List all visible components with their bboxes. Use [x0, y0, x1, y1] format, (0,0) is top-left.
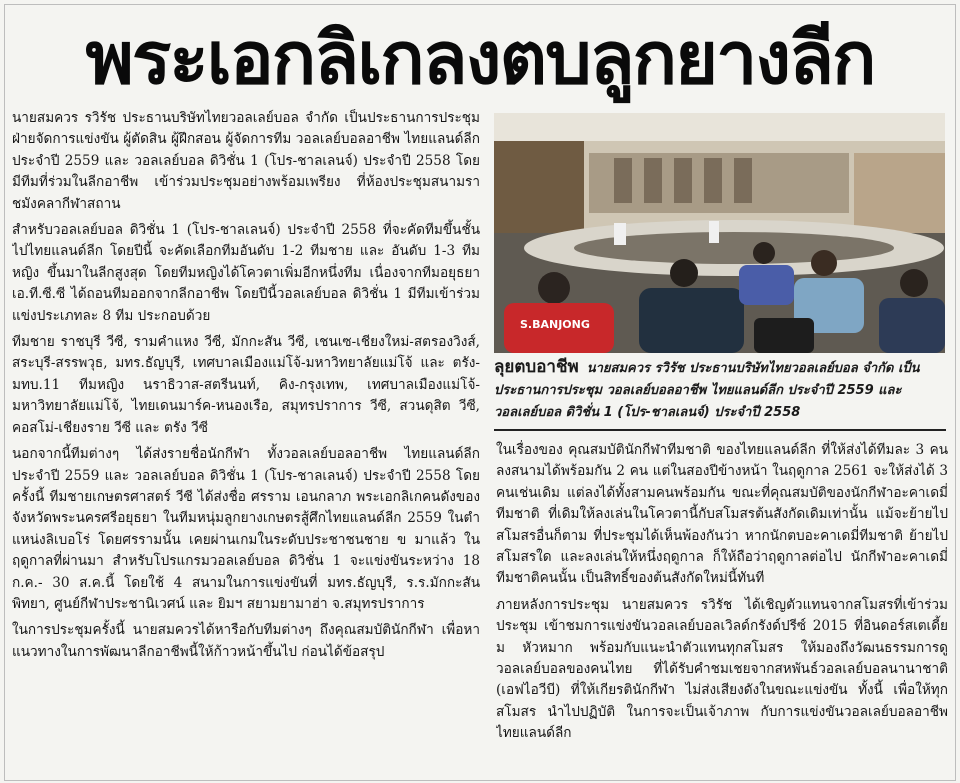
paragraph: สำหรับวอลเลย์บอล ดิวิชั่น 1 (โปร-ชาลเลนจ์) ประจำปี 2558 ที่จะคัดทีมขึ้นชั้นไปไทยแลนด์ลีก โดยปีนี้ จะคัดเลือกทีมอันดับ 1-2 ทีมชาย และ อันดับ 1-3 ทีมหญิง ขึ้นมาในลีกสูงสุด โดยทีมหญิงได้โควตาเพิ่มอีกหนึ่งทีม เนื่องจากทีมอยุธยา เอ.ที.ซี.ซี ได้ถอนทีมออกจากลีกอาชีพ โดยปีนี้วอลเลย์บอล ดิวิชั่น 1 มีทีมเข้าร่วมแข่งประเภทละ 8 ทีม ประกอบด้วย — [12, 222, 480, 324]
paragraph: นายสมควร รวิรัช ประธานบริษัทไทยวอลเลย์บอล จำกัด เป็นประธานการประชุม ฝ่ายจัดการแข่งขัน ผู้ตัดสิน ผู้ฝึกสอน ผู้จัดการทีม วอลเลย์บอลอาชีพ ไทยแลนด์ลีก ประจำปี 2559 และ วอลเลย์บอล ดิวิชั่น 1 (โปร-ชาลเลนจ์) ประจำปี 2558 โดยมีทีมที่ร่วมในลีกอาชีพ เข้าร่วมประชุมอย่างพร้อมเพรียง ที่ห้องประชุมสนามราชมังคลากีฬาสถาน — [12, 110, 480, 212]
caption-divider — [494, 429, 946, 431]
right-column — [496, 440, 948, 774]
meeting-photo — [494, 113, 945, 353]
left-column — [12, 108, 480, 774]
paragraph: ในเรื่องของ คุณสมบัตินักกีฬาทีมชาติ ของไทยแลนด์ลีก ที่ให้ส่งได้ทีมละ 3 คน ลงสนามได้พร้อมกัน 2 คน แต่ในสองปีข้างหน้า ในฤดูกาล 2561 จะให้ส่งได้ 3 คนเช่นเดิม แต่ลงได้ทั้งสามคนพร้อมกัน ขณะที่คุณสมบัติของนักกีฬาอะคาเดมี่ทีมชาติ ที่เดิมให้ลงเล่นในโควตานี้กับสโมสรต้นสังกัดเดิมเท่านั้น แม้จะย้ายไปสโมสรอื่นก็ตาม ที่ประชุมได้เห็นพ้องกันว่า หากนักตบอะคาเดมี่ทีมชาติ ย้ายไปสโมสรใด และลงเล่นให้หนึ่งฤดูกาล ก็ให้ถือว่าฤดูกาลต่อไป นักกีฬาอะคาเดมี่ทีมชาติคนนั้น เป็นสิทธิ์ของต้นสังกัดใหม่นี้ทันที — [496, 442, 948, 587]
paragraph: ทีมชาย ราชบุรี วีซี, รามคำแหง วีซี, มักกะสัน วีซี, เชนเซ-เชียงใหม่-สตรองวิงส์, สระบุรี-สรรพวุธ, มทร.ธัญบุรี, เทศบาลเมืองแม่โจ้-มหาวิทยาลัยแม่โจ้ และ ตรัง-มทบ.11 ทีมหญิง นราธิวาส-สตรีนนท์, คิง-กรุงเทพ, เทศบาลเมืองแม่โจ้-มหาวิทยาลัยแม่โจ้, ไทยเดนมาร์ค-หนองเรือ, สมุทรปราการ วีซี, สวนดุสิต วีซี, คอสโม่-เชียงราย วีซี และ ตรัง วีซี — [12, 334, 480, 436]
headline: พระเอกลิเกลงตบลูกยางลีก — [85, 16, 875, 100]
meeting-photo-illustration — [494, 113, 945, 353]
jersey-text: S.BANJONG — [520, 318, 590, 331]
paragraph: ในการประชุมครั้งนี้ นายสมควรได้หารือกับทีมต่างๆ ถึงคุณสมบัตินักกีฬา เพื่อหาแนวทางในการพัฒนาลีกอาชีพนี้ให้ก้าวหน้าขึ้นไป ก่อนได้ข้อสรุป — [12, 622, 480, 660]
paragraph: นอกจากนี้ทีมต่างๆ ได้ส่งรายชื่อนักกีฬา ทั้งวอลเลย์บอลอาชีพ ไทยแลนด์ลีก ประจำปี 2559 และ วอลเลย์บอล ดิวิชั่น 1 (โปร-ชาลเลนจ์) ประจำปี 2558 โดยครั้งนี้ ทีมชายเกษตรศาสตร์ วีซี ได้ส่งชื่อ ศรราม เอนกลาภ พระเอกลิเกคนดังของจังหวัดพระนครศรีอยุธยา ในทีมหนุ่มลูกยางเกษตรสู้ศึกไทยแลนด์ลีก 2559 ในตำแหน่งลิเบอโร่ โดยศรรามนั้น เคยผ่านเกมในระดับประชาชนชาย ข มาแล้ว ในฤดูกาลที่ผ่านมา สำหรับโปรแกรมวอลเลย์บอล ดิวิชั่น 1 จะแข่งขันระหว่าง 18 ก.ค.- 30 ส.ค.นี้ โดยใช้ 4 สนามในการแข่งขันที่ มทร.ธัญบุรี, ร.ร.มักกะสันพิทยา, ศูนย์กีฬาประชานิเวศน์ และ ยิมฯ สยามยามาฮ่า จ.สมุทรปราการ — [12, 446, 480, 612]
caption-lead: ลุยตบอาชีพ — [494, 357, 579, 377]
caption-text: นายสมควร รวิรัช ประธานบริษัทไทยวอลเลย์บอล จำกัด เป็นประธานการประชุม วอลเลย์บอลอาชีพ ไทยแลนด์ลีก ประจำปี 2559 และ วอลเลย์บอล ดิวิชั่น 1 (โปร-ชาลเลนจ์) ประจำปี 2558 — [494, 361, 920, 420]
paragraph: ภายหลังการประชุม นายสมควร รวิรัช ได้เชิญตัวแทนจากสโมสรที่เข้าร่วมประชุม เข้าชมการแข่งขันวอลเลย์บอลเวิลด์กรังด์ปรีซ์ 2015 ที่อินดอร์สเตเดี้ยม หัวหมาก พร้อมกับแนะนำตัวแทนทุกสโมสร ให้มองถึงวัฒนธรรมการดูวอลเลย์บอลของคนไทย ที่ได้รับคำชมเชยจากสหพันธ์วอลเลย์บอลนานาชาติ (เอฟไอวีบี) ที่ให้เกียรตินักกีฬา ไม่ส่งเสียงดังในขณะแข่งขัน ทั้งนี้ เพื่อให้ทุกสโมสร นำไปปฏิบัติ ในการจะเป็นเจ้าภาพ กับการแข่งขันวอลเลย์บอลอาชีพ ไทยแลนด์ลีก — [496, 596, 948, 742]
photo-caption — [494, 356, 946, 426]
